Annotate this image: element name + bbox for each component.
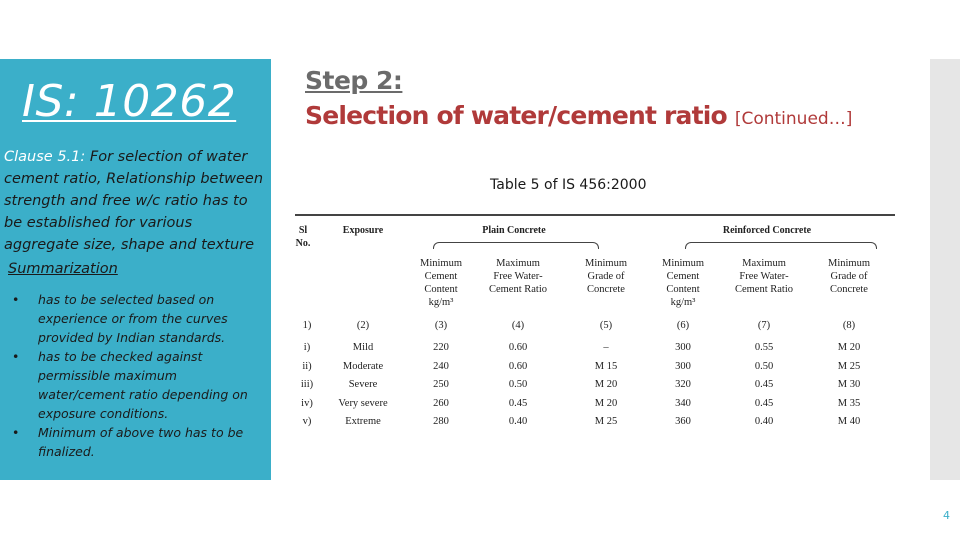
table-cell: Moderate [342, 360, 384, 372]
column-number: (8) [842, 320, 856, 331]
table-cell: M 25 [837, 360, 861, 372]
page-number: 4 [943, 509, 950, 522]
reinforced-concrete-brace [685, 242, 877, 249]
table-cell: 0.45 [754, 397, 774, 409]
table-cell: 300 [675, 360, 691, 372]
clause-body: For selection of water cement ratio, Relationship between strength and free w/c ratio has to be established for various aggregate size, shape and texture [4, 149, 264, 253]
plain-concrete-brace [433, 242, 599, 249]
summary-heading: Summarization [8, 261, 118, 277]
subheader-cell: Minimum Grade of Concrete [827, 258, 870, 295]
table-cell: 320 [675, 379, 691, 390]
table-cell: M 40 [837, 416, 861, 427]
table-cell: M 30 [837, 379, 861, 390]
table-cell: Mild [352, 342, 374, 353]
header-sl-no: Sl No. [295, 225, 311, 249]
column-number: (3) [434, 320, 448, 331]
table-cell: 280 [433, 416, 449, 427]
header-plain-concrete: Plain Concrete [482, 225, 546, 236]
summary-item: • Minimum of above two has to be finalized. [12, 423, 257, 461]
standard-title: IS: 10262 [22, 76, 237, 127]
clause-lead: Clause 5.1: [4, 149, 86, 165]
summary-list [12, 290, 257, 461]
table-cell: Very severe [338, 397, 388, 409]
table-cell: M 25 [594, 416, 618, 427]
table-cell: Extreme [345, 416, 381, 427]
table-cell: Severe [348, 379, 378, 390]
exposure-table [295, 214, 895, 434]
table-cell: M 20 [594, 397, 618, 409]
slide-title-continued: [Continued…] [734, 109, 853, 129]
table-cell: M 20 [837, 342, 861, 353]
subheader-cell: Minimum Cement Content kg/m³ [661, 258, 704, 308]
header-exposure: Exposure [342, 225, 384, 236]
table-cell: 360 [675, 416, 691, 427]
table-cell: M 15 [594, 360, 618, 372]
table-cell: 0.45 [754, 379, 774, 390]
column-number: 1) [302, 320, 312, 331]
table-cell: 0.60 [508, 360, 528, 372]
subheader-cell: Maximum Free Water- Cement Ratio [488, 258, 548, 295]
table-cell: v) [302, 416, 312, 427]
table-cell: 250 [433, 379, 449, 390]
subheader-cell: Minimum Cement Content kg/m³ [419, 258, 462, 308]
table-cell: iii) [300, 379, 314, 390]
table-cell: iv) [301, 397, 313, 409]
table-cell: i) [303, 342, 311, 353]
table-cell: M 35 [837, 397, 861, 409]
column-number: (2) [356, 320, 370, 331]
table-cell: 300 [675, 342, 691, 353]
table-cell: 0.55 [754, 342, 774, 353]
clause-text [4, 146, 266, 256]
subheader-cell: Maximum Free Water- Cement Ratio [734, 258, 794, 295]
table-cell: 0.45 [508, 397, 528, 409]
table-cell: – [603, 342, 609, 353]
column-number: (7) [757, 320, 771, 331]
right-edge-strip [930, 59, 960, 480]
table-cell: 0.60 [508, 342, 528, 353]
table-cell: 240 [433, 360, 449, 372]
column-number: (4) [511, 320, 525, 331]
column-number: (5) [599, 320, 613, 331]
summary-item: • has to be selected based on experience or from the curves provided by Indian standards. [12, 290, 257, 347]
slide-title-main: Selection of water/cement ratio [305, 101, 735, 130]
table-cell: 0.50 [508, 379, 528, 390]
subheader-cell: Minimum Grade of Concrete [584, 258, 627, 295]
table-cell: 0.50 [754, 360, 774, 372]
table-cell: ii) [302, 360, 312, 372]
table-cell: 260 [433, 397, 449, 409]
table-cell: 340 [675, 397, 691, 409]
table-cell: 0.40 [754, 416, 774, 427]
table-caption: Table 5 of IS 456:2000 [490, 177, 647, 193]
table-cell: M 20 [594, 379, 618, 390]
table-cell: 220 [433, 342, 449, 353]
slide-title [305, 101, 852, 130]
table-top-rule [295, 214, 895, 216]
summary-item: • has to be checked against permissible maximum water/cement ratio depending on exposure conditions. [12, 347, 257, 423]
header-reinforced-concrete: Reinforced Concrete [722, 225, 812, 236]
column-number: (6) [676, 320, 690, 331]
step-heading: Step 2: [305, 66, 403, 95]
table-cell: 0.40 [508, 416, 528, 427]
